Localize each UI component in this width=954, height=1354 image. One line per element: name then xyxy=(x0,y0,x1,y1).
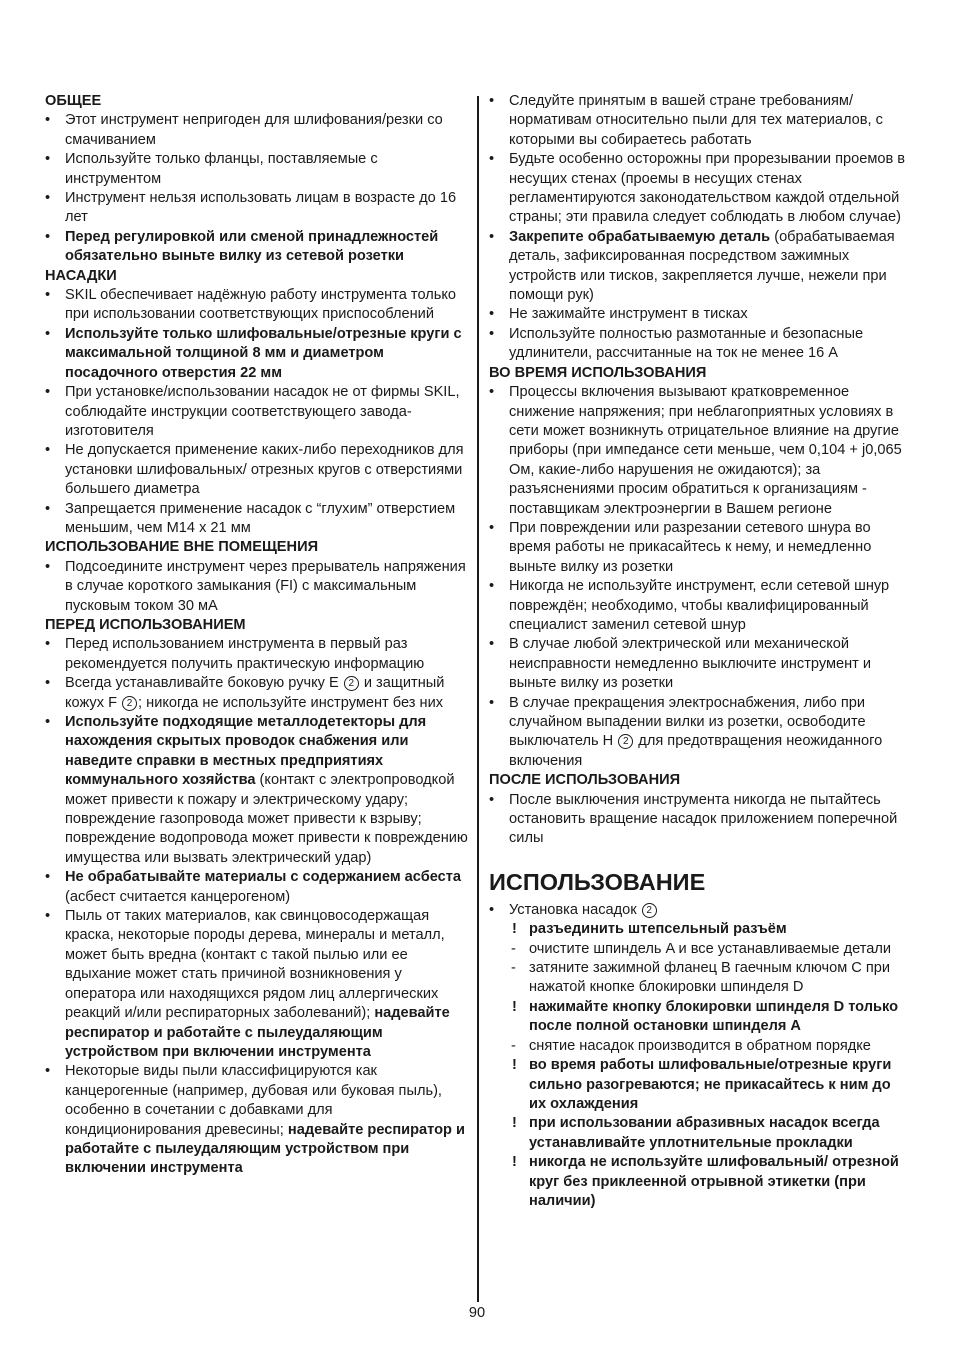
text-span: для предотвращения неожиданного включения xyxy=(509,733,883,769)
step-item: - снятие насадок производится в обратном порядке xyxy=(509,1037,909,1056)
warning-step xyxy=(509,1114,909,1153)
text-span: Пыль от таких материалов, как свинцовосодержащая краска, некоторые породы дерева, минералы и металл, может быть вредна (контакт с такой пылью или ее вдыхание может стать причиной возникновения у оператора или находящихся рядом лиц аллергических реакций и/или респираторных заболеваний); xyxy=(65,908,445,1022)
list-item: • Запрещается применение насадок с “глухим” отверстием меньшим, чем М14 x 21 мм xyxy=(45,500,470,539)
warning-step xyxy=(509,998,909,1037)
during-use-list xyxy=(489,383,909,771)
heading-outdoor: ИСПОЛЬЗОВАНИЕ ВНЕ ПОМЕЩЕНИЯ xyxy=(45,539,319,556)
list-item: • Перед использованием инструмента в первый раз рекомендуется получить практическую информацию xyxy=(45,635,470,674)
list-item: • После выключения инструмента никогда не пытайтесь остановить вращение насадок приложением поперечной силы xyxy=(489,791,909,849)
warning-text: Используйте подходящие металлодетекторы для нахождения скрытых проводок снабжения или наведите справки в местных предприятиях коммунального хозяйства xyxy=(65,714,427,789)
heading-during-use: ВО ВРЕМЯ ИСПОЛЬЗОВАНИЯ xyxy=(489,364,707,381)
list-item: • Никогда не используйте инструмент, если сетевой шнур повреждён; необходимо, чтобы квалифицированный специалист заменил сетевой шнур xyxy=(489,577,909,635)
step-item: - затяните зажимной фланец B гаечным ключом C при нажатой кнопке блокировки шпинделя D xyxy=(509,959,909,998)
warning-text: надевайте респиратор и работайте с пылеудаляющим устройством при включении инструмента xyxy=(65,1005,450,1060)
warning-text: при использовании абразивных насадок всегда устанавливайте уплотнительные прокладки xyxy=(529,1115,880,1151)
list-item xyxy=(45,868,470,907)
list-item: • Следуйте принятым в вашей стране требованиям/ нормативам относительно пыли для тех материалов, с которыми вы собираетесь работать xyxy=(489,92,909,150)
list-item: • При установке/использовании насадок не от фирмы SKIL, соблюдайте инструкции соответствующего завода-изготовителя xyxy=(45,383,470,441)
warning-step xyxy=(509,1056,909,1114)
list-item xyxy=(45,674,470,713)
text-span: (обрабатываемая деталь, зафиксированная посредством зажимных устройств или тисков, закрепляется лучше, нежели при помощи рук) xyxy=(509,228,895,304)
list-item: • Этот инструмент непригоден для шлифования/резки со смачиванием xyxy=(45,111,470,150)
list-item: • При повреждении или разрезании сетевого шнура во время работы не прикасайтесь к нему, и немедленно выньте вилку из розетки xyxy=(489,519,909,577)
heading-general: ОБЩЕЕ xyxy=(45,93,102,109)
text-span: Установка насадок xyxy=(509,901,641,918)
figure-ref-icon: 2 xyxy=(642,903,657,918)
left-column xyxy=(45,92,470,1179)
usage-list xyxy=(489,901,909,920)
heading-after-use: ПОСЛЕ ИСПОЛЬЗОВАНИЯ xyxy=(489,772,681,789)
before-use-continued-list xyxy=(489,92,909,364)
warning-text: надевайте респиратор и работайте с пылеудаляющим устройством при включении инструмента xyxy=(65,1121,465,1177)
page-number: 90 xyxy=(468,1305,486,1321)
list-item: • Используйте только фланцы, поставляемые с инструментом xyxy=(45,150,470,189)
list-item xyxy=(45,228,470,267)
outdoor-list xyxy=(45,558,470,616)
warning-step xyxy=(509,1153,909,1211)
text-span: Некоторые виды пыли классифицируются как канцерогенные (например, дубовая или буковая пыль), особенно в сочетании с добавками для кондиционирования древесины; xyxy=(65,1063,442,1138)
list-item: • SKIL обеспечивает надёжную работу инструмента только при использовании соответствующих приспособлений xyxy=(45,286,470,325)
text-span: ; никогда не используйте инструмент без них xyxy=(138,694,444,711)
after-use-list xyxy=(489,791,909,849)
warning-text: нажимайте кнопку блокировки шпинделя D только после полной остановки шпинделя A xyxy=(529,998,898,1035)
list-item: • В случае любой электрической или механической неисправности немедленно выключите инструмент и выньте вилку из розетки xyxy=(489,635,909,693)
heading-before-use: ПЕРЕД ИСПОЛЬЗОВАНИЕМ xyxy=(45,616,246,633)
warning-text: Используйте только шлифовальные/отрезные круги с максимальной толщиной 8 мм и диаметром посадочного отверстия 22 мм xyxy=(65,325,462,381)
warning-text: разъединить штепсельный разъём xyxy=(529,921,787,938)
warning-step xyxy=(509,920,909,939)
figure-ref-icon: 2 xyxy=(122,696,137,711)
list-item xyxy=(45,1062,470,1178)
general-list xyxy=(45,111,470,266)
warning-text: никогда не используйте шлифовальный/ отрезной круг без приклеенной отрывной этикетки (при наличии) xyxy=(529,1154,899,1209)
figure-ref-icon: 2 xyxy=(344,676,359,691)
list-item: • Будьте особенно осторожны при прорезывании проемов в несущих стенах (проемы в несущих стенах регламентируются законодательством каждой отдельной страны; эти правила следует соблюдать в любом случае) xyxy=(489,150,909,228)
list-item: • Подсоедините инструмент через прерыватель напряжения в случае короткого замыкания (FI) с максимальным пусковым током 30 мА xyxy=(45,558,470,616)
list-item xyxy=(489,901,909,920)
text-span: В случае прекращения электроснабжения, либо при случайном выпадении вилки из розетки, освободите выключатель H xyxy=(509,694,866,750)
warning-text: Перед регулировкой или сменой принадлежностей обязательно выньте вилку из сетевой розетки xyxy=(65,228,439,265)
warning-text: Закрепите обрабатываемую деталь xyxy=(509,228,771,245)
list-item: • Инструмент нельзя использовать лицам в возрасте до 16 лет xyxy=(45,189,470,228)
column-divider xyxy=(477,96,479,1302)
attachments-list xyxy=(45,286,470,538)
warning-text: Не обрабатывайте материалы с содержанием асбеста xyxy=(65,869,462,886)
list-item xyxy=(45,907,470,1062)
right-column xyxy=(489,92,909,1211)
list-item: • Используйте полностью размотанные и безопасные удлинители, рассчитанные на ток не менее 16 A xyxy=(489,325,909,364)
list-item xyxy=(489,694,909,772)
usage-steps-list xyxy=(489,920,909,1211)
text-span: (асбест считается канцерогеном) xyxy=(65,888,291,905)
list-item xyxy=(45,325,470,383)
text-span: Всегда устанавливайте боковую ручку E xyxy=(65,675,343,692)
list-item: • Не зажимайте инструмент в тисках xyxy=(489,305,909,324)
figure-ref-icon: 2 xyxy=(618,734,633,749)
text-span: и защитный кожух F xyxy=(65,675,445,711)
warning-text: во время работы шлифовальные/отрезные круги сильно разогреваются; не прикасайтесь к ним до их охлаждения xyxy=(529,1057,892,1112)
list-item xyxy=(45,713,470,868)
list-item: • Не допускается применение каких-либо переходников для установки шлифовальных/ отрезных кругов с отверстиями большего диаметра xyxy=(45,441,470,499)
list-item xyxy=(489,228,909,306)
heading-attachments: НАСАДКИ xyxy=(45,267,117,284)
heading-usage: ИСПОЛЬЗОВАНИЕ xyxy=(489,868,706,895)
before-use-list xyxy=(45,635,470,1178)
step-item: - очистите шпиндель A и все устанавливаемые детали xyxy=(509,940,909,959)
text-span: (контакт с электропроводкой может привести к пожару и электрическому удару; повреждение газопровода может привести к взрыву; повреждение водопровода может привести к повреждению имущества или вызвать электрический удар) xyxy=(65,772,468,866)
list-item: • Процессы включения вызывают кратковременное снижение напряжения; при неблагоприятных условиях в сети может возникнуть отрицательное влияние на другие приборы (при импедансе сети меньше, чем 0,104 + j0,065 Ом, какие-либо нарушения не ожидаются); за разъяснениями просим обратиться к организациям - поставщикам электроэнергии в Вашем регионе xyxy=(489,383,909,519)
